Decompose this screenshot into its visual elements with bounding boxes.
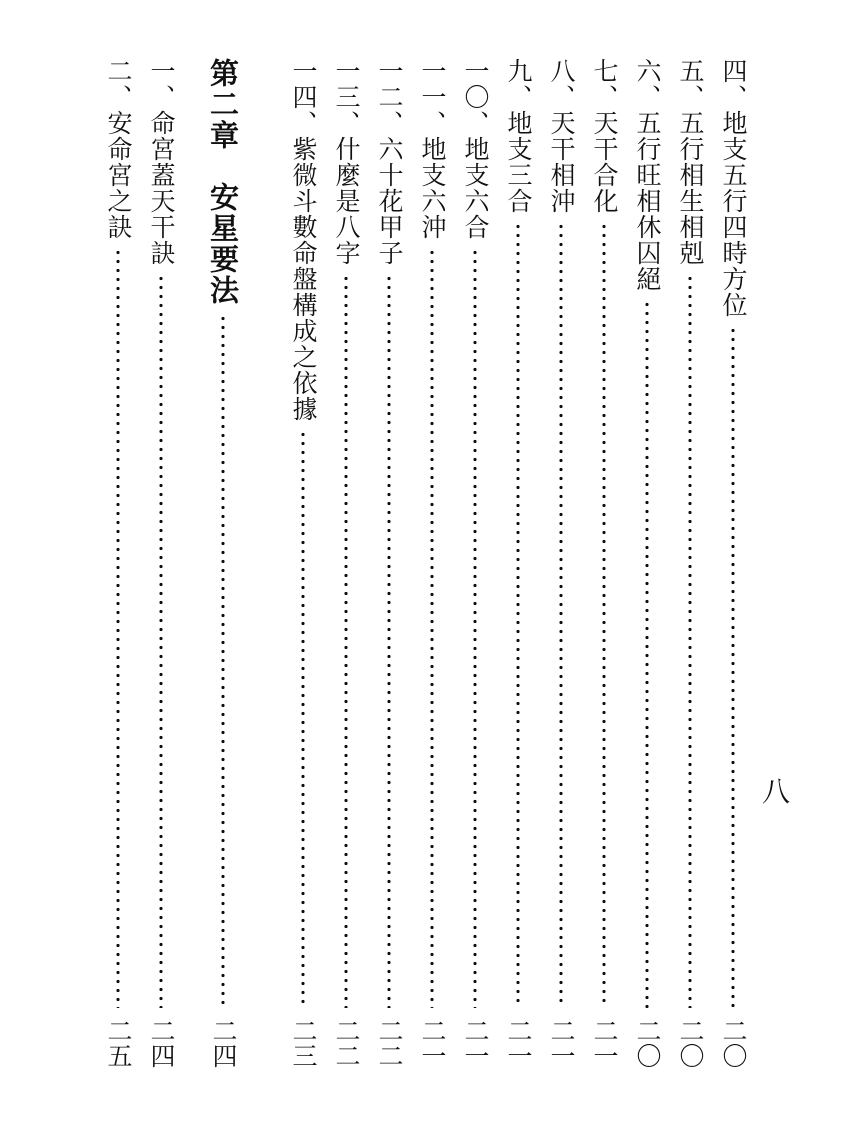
entry-page-number: 二五 — [104, 1018, 133, 1068]
toc-entry-13[interactable] — [326, 58, 366, 1068]
dot-leader — [159, 274, 163, 1008]
dot-leader — [116, 248, 120, 1008]
entry-title: 八、天干相沖 — [547, 58, 576, 214]
dot-leader — [387, 274, 391, 1008]
dot-leader — [221, 314, 225, 1008]
entry-page-number: 二一 — [547, 1018, 576, 1068]
entry-page-number: 二四 — [147, 1018, 176, 1068]
dot-leader — [430, 248, 434, 1008]
chapter-title: 第二章 安星要法 — [206, 58, 240, 306]
dot-leader — [688, 274, 692, 1008]
toc-entry-11[interactable] — [412, 58, 452, 1068]
entry-page-number: 二四 — [209, 1018, 238, 1068]
entry-page-number: 二〇 — [676, 1018, 705, 1068]
entry-title: 一一、地支六沖 — [418, 58, 447, 240]
toc-entry-12[interactable] — [369, 58, 409, 1068]
toc-entry-7[interactable] — [584, 58, 624, 1068]
dot-leader — [344, 274, 348, 1008]
entry-page-number: 二〇 — [719, 1018, 748, 1068]
entry-title: 六、五行旺相休囚絕 — [633, 58, 662, 292]
dot-leader — [645, 300, 649, 1008]
entry-page-number: 二二 — [375, 1018, 404, 1068]
dot-leader — [516, 222, 520, 1008]
entry-title: 一四、紫微斗數命盤構成之依據 — [289, 58, 318, 422]
entry-title: 一三、什麼是八字 — [332, 58, 361, 266]
entry-title: 九、地支三合 — [504, 58, 533, 214]
page-number: 八 — [762, 775, 791, 808]
entry-page-number: 二〇 — [633, 1018, 662, 1068]
toc-entry-4[interactable] — [713, 58, 753, 1068]
dot-leader — [602, 222, 606, 1008]
toc-entry-10[interactable] — [455, 58, 495, 1068]
entry-page-number: 二一 — [504, 1018, 533, 1068]
toc-entry-ch2-2[interactable] — [98, 58, 138, 1068]
entry-title: 五、五行相生相剋 — [676, 58, 705, 266]
entry-title: 一、命宮蓋天干訣 — [147, 58, 176, 266]
entry-title: 一二、六十花甲子 — [375, 58, 404, 266]
entry-page-number: 二一 — [461, 1018, 490, 1068]
toc-chapter-2[interactable] — [200, 58, 246, 1068]
entry-page-number: 二一 — [418, 1018, 447, 1068]
dot-leader — [301, 430, 305, 1008]
dot-leader — [731, 326, 735, 1008]
toc-entry-14[interactable] — [283, 58, 323, 1068]
dot-leader — [473, 248, 477, 1008]
entry-title: 四、地支五行四時方位 — [719, 58, 748, 318]
toc-entry-8[interactable] — [541, 58, 581, 1068]
dot-leader — [559, 222, 563, 1008]
toc-entry-9[interactable] — [498, 58, 538, 1068]
entry-page-number: 二三 — [289, 1018, 318, 1068]
toc-entry-6[interactable] — [627, 58, 667, 1068]
toc-entry-5[interactable] — [670, 58, 710, 1068]
toc-entry-ch2-1[interactable] — [141, 58, 181, 1068]
entry-title: 二、安命宮之訣 — [104, 58, 133, 240]
entry-title: 一〇、地支六合 — [461, 58, 490, 240]
entry-page-number: 二二 — [332, 1018, 361, 1068]
entry-title: 七、天干合化 — [590, 58, 619, 214]
entry-page-number: 二一 — [590, 1018, 619, 1068]
